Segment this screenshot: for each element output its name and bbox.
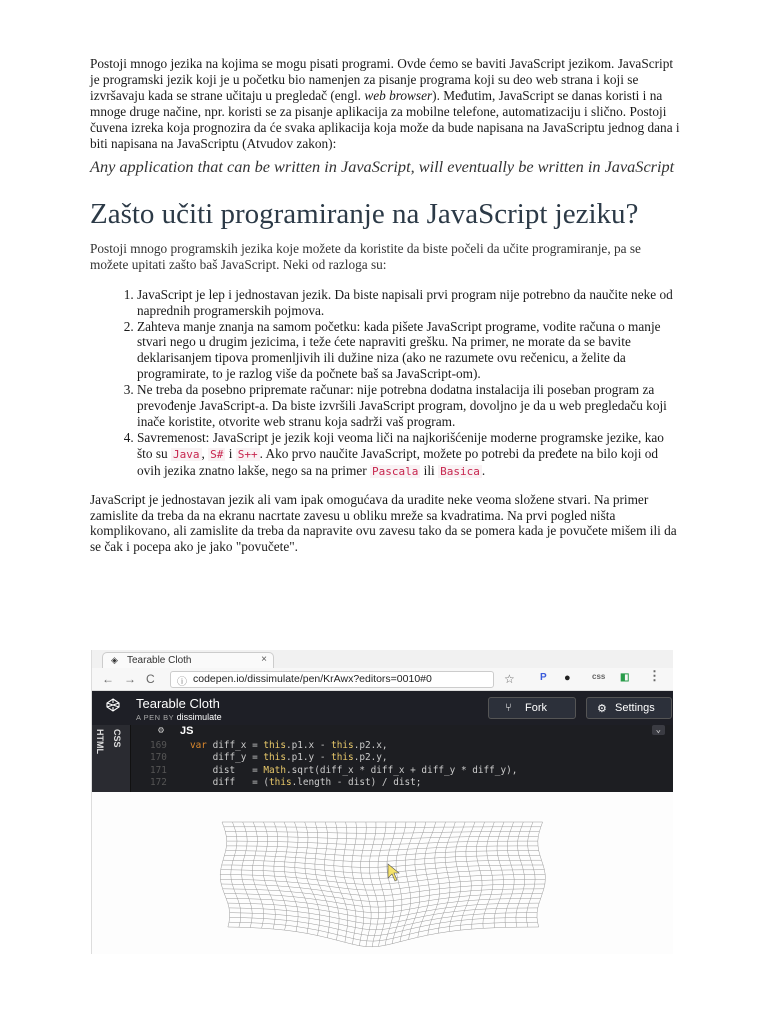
js-editor[interactable] <box>92 725 673 793</box>
para1-text-b: ). Međutim, JavaScript se danas koristi i na mnoge druge načine, npr. koristi se za pisanje aplikacija za mobilne telefone, automatizaciju i slično. Postoji čuvena izreka koja prognozira da će svaka aplikacija koja može da bude napisana na JavaScriptu jednog dana i biti napisana na JavaScriptu (Atvudov zakon): <box>90 87 680 151</box>
codepen-screenshot <box>91 650 673 954</box>
code-variable: diff_x <box>212 740 247 751</box>
line-number: 170 <box>150 752 167 764</box>
code-line <box>150 777 673 789</box>
fork-icon: ⑂ <box>505 702 512 714</box>
code-this: this <box>331 740 354 751</box>
code-variable: diff <box>212 776 236 788</box>
cloth-grid-lines <box>220 822 545 947</box>
list-item: 3. Ne treba da posebno pripremate računar: nije potrebna dodatna instalacija ili poseban program za prevođenje JavaScript-a. Da biste izvršili JavaScript program, dovoljno je da u web pregledaču koji inače koristite, otvorite web stranu koja sadrži vaš program. <box>137 382 680 430</box>
extension-dark-icon[interactable]: ● <box>564 672 571 684</box>
extension-p-icon[interactable]: P <box>540 672 547 683</box>
info-icon: ⓘ <box>177 677 187 688</box>
para1-text-a: Postoji mnogo jezika na kojima se mogu pisati programi. Ovde ćemo se baviti JavaScript jezikom. JavaScript je programski jezik koji je u početku bio namenjen za pisanje programa koji su deo web strana i koji se izvršavaju kada se strane učitaju u pregledač (engl. <box>90 56 674 103</box>
list-item <box>137 430 680 480</box>
list4-end: . <box>481 462 486 478</box>
line-number: 172 <box>150 776 167 788</box>
codepen-favicon-icon: ◈ <box>111 655 118 665</box>
code-this: this <box>331 752 354 764</box>
list4-sep: , <box>201 445 209 461</box>
menu-icon[interactable]: ⋮ <box>648 668 661 683</box>
paragraph-curtain: JavaScript je jednostavan jezik ali vam ipak omogućava da uradite neke veoma složene stvari. Na primer zamislite da treba da na ekranu nacrtate zavesu u obliku mreže sa kvadratima. Na prvi pogled ništa komplikovano, ali zamislite da treba da napravite ovu zavesu tako da se pomera kada je povučete mišem ili da se čak i pocepa ako je jako "povučete". <box>90 491 677 555</box>
code-operator: = <box>235 764 264 776</box>
list-item: 1. JavaScript je lep i jednostavan jezik. Da biste napisali prvi program nije potrebno da naučite neke od naprednih programerskih pojmova. <box>137 287 680 319</box>
line-number: 171 <box>150 764 167 776</box>
cloth-mesh <box>220 822 545 947</box>
back-arrow-icon[interactable]: ← <box>102 672 114 686</box>
js-panel-label: JS <box>180 725 194 737</box>
css-panel-tab[interactable]: CSS <box>112 729 122 748</box>
browser-tabbar <box>92 650 673 668</box>
section-intro: Postoji mnogo programskih jezika koje možete da koristite da biste počeli da učite programiranje, pa se možete upitati zašto baš JavaScript. Neki od razloga su: <box>90 240 641 272</box>
code-cpp: S++ <box>237 447 258 461</box>
code-this: this <box>263 752 286 764</box>
extension-css-icon[interactable]: css <box>592 672 606 681</box>
code-this: this <box>263 740 286 751</box>
code-line <box>150 740 673 752</box>
pen-author[interactable]: dissimulate <box>176 712 222 722</box>
reasons-list <box>90 287 680 480</box>
settings-button[interactable] <box>586 697 672 719</box>
code-expr: .p1.x - <box>285 740 332 751</box>
code-keyword <box>190 777 213 788</box>
code-basic: Basica <box>440 464 480 478</box>
code-line <box>150 752 673 764</box>
code-expr: .length - dist) / dist; <box>291 776 422 788</box>
collapsed-panels <box>92 725 131 793</box>
settings-label: Settings <box>615 702 655 714</box>
code-keyword <box>190 765 213 776</box>
codepen-header <box>92 691 673 725</box>
gear-icon[interactable]: ⚙ <box>158 725 165 736</box>
code-csharp: S# <box>210 447 224 461</box>
code-variable: dist <box>212 764 236 776</box>
url-input[interactable] <box>170 671 494 688</box>
code-keyword: var <box>190 740 213 751</box>
list-item: 2. Zahteva manje znanja na samom početku: kada pišete JavaScript programe, vodite računa o manje stvari nego u drugim jezicima, i teže ćete napraviti grešku. Na primer, ne morate da se bavite deklarisanjem tipova promenljivih ili dužine niza (ako ne razumete ovu rečenicu, a želite da programirate, to je razlog više da počnete baš sa JavaScript-om). <box>137 319 680 383</box>
document-body <box>90 56 680 555</box>
code-operator: = <box>246 740 264 751</box>
pen-by-label: A PEN BY <box>136 713 175 722</box>
code-expr: .p2.y, <box>353 752 388 764</box>
pen-title: Tearable Cloth <box>136 696 220 711</box>
fork-button[interactable] <box>488 697 576 719</box>
code-java: Java <box>173 447 200 461</box>
code-expr: .p1.y - <box>285 752 332 764</box>
tab-title: Tearable Cloth <box>127 655 192 666</box>
chevron-down-icon[interactable]: ⌄ <box>652 725 665 735</box>
code-operator: = <box>246 752 264 764</box>
code-keyword <box>190 752 213 763</box>
star-icon[interactable]: ☆ <box>504 672 515 686</box>
forward-arrow-icon[interactable]: → <box>124 672 136 686</box>
list4-sep: ili <box>420 462 439 478</box>
fork-label: Fork <box>525 702 547 714</box>
reload-icon[interactable]: C <box>146 672 155 686</box>
section-heading: Zašto učiti programiranje na JavaScript jeziku? <box>90 197 639 230</box>
paragraph-intro <box>90 56 680 151</box>
line-number: 169 <box>150 740 167 751</box>
para1-italic-term: web browser <box>364 87 433 103</box>
codepen-logo-icon <box>106 698 120 712</box>
list4-sep: i <box>225 445 236 461</box>
close-icon[interactable]: × <box>261 654 267 665</box>
code-expr: .p2.x, <box>353 740 388 751</box>
gear-icon: ⚙ <box>597 703 607 715</box>
extension-color-icon[interactable]: ◧ <box>620 672 630 683</box>
address-bar <box>92 668 673 691</box>
url-text: codepen.io/dissimulate/pen/KrAwx?editors=0010#0 <box>193 673 432 685</box>
pen-byline <box>136 712 222 722</box>
code-line <box>150 765 673 777</box>
code-expr: .sqrt(diff_x * diff_x + diff_y * diff_y), <box>285 764 518 776</box>
code-this: this <box>269 776 292 788</box>
code-this: Math <box>263 764 286 776</box>
browser-tab[interactable] <box>102 652 274 669</box>
tearable-cloth-canvas[interactable] <box>92 792 673 954</box>
list4-text-b: . Ako prvo naučite JavaScript, možete po potrebi da pređete na bilo koji od ovih jezika znatno lakše, nego sa na primer <box>137 445 659 478</box>
code-operator: = ( <box>235 776 270 788</box>
code-pascal: Pascala <box>371 464 419 478</box>
code-variable: diff_y <box>212 752 247 764</box>
quote: Any application that can be written in JavaScript, will eventually be written in JavaScript <box>90 157 675 177</box>
code-lines <box>150 740 673 789</box>
js-panel-header <box>132 725 673 739</box>
html-panel-tab[interactable]: HTML <box>95 729 105 754</box>
list4-text-a: Savremenost: JavaScript je jezik koji veoma liči na najkorišćenije moderne programske jezike, kao što su <box>137 429 664 461</box>
